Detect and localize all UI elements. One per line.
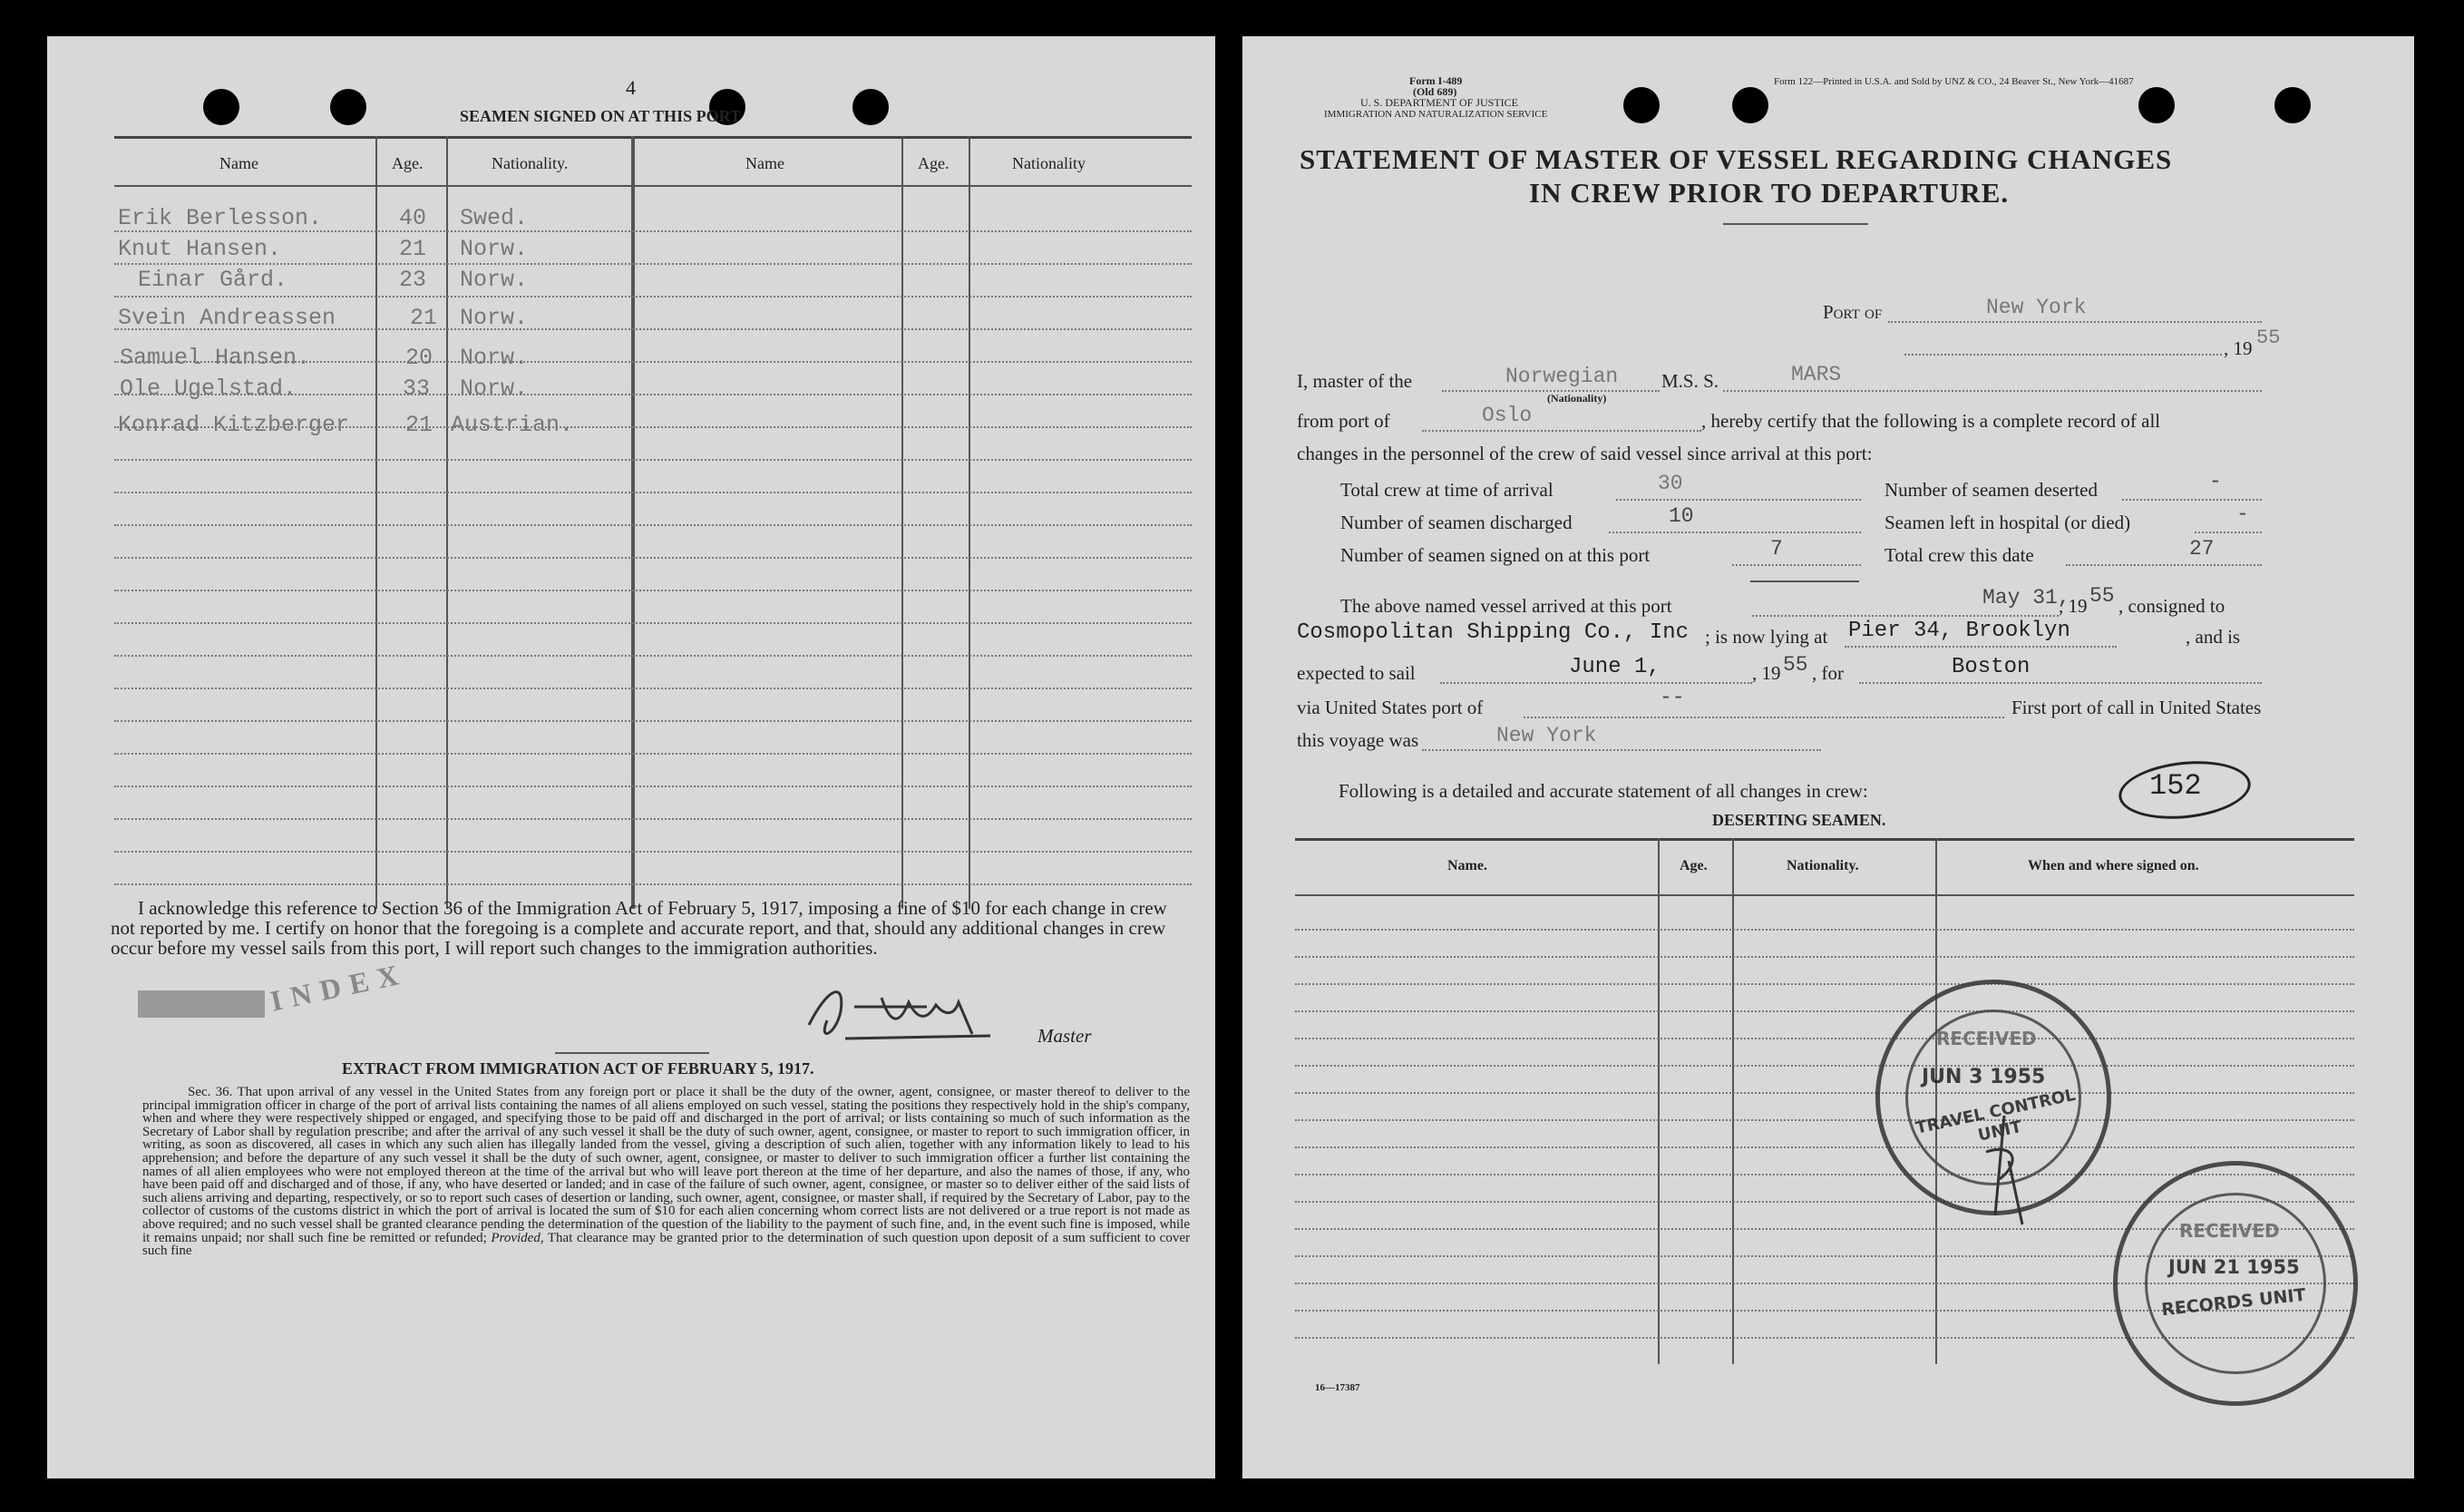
fill-line	[1609, 532, 1861, 533]
this-voyage-label: this voyage was	[1297, 729, 1419, 751]
col-divider	[446, 136, 448, 909]
consigned-to-label: , consigned to	[2118, 595, 2225, 617]
changes-text: changes in the personnel of the crew of said vessel since arrival at this port:	[1297, 443, 1873, 464]
arrived-year: 55	[2089, 584, 2115, 608]
extract-divider	[555, 1052, 709, 1054]
extract-title: EXTRACT FROM IMMIGRATION ACT OF FEBRUARY 5, 1917.	[342, 1059, 814, 1078]
from-port-label: from port of	[1297, 410, 1390, 432]
fill-line	[1422, 430, 1701, 432]
fill-line	[1888, 321, 2262, 323]
crew-nationality: Swed.	[460, 205, 529, 231]
ruled-line	[114, 459, 1192, 461]
vessel-name: MARS	[1791, 363, 1842, 386]
expected-label: expected to sail	[1297, 662, 1416, 684]
crew-nationality: Norw.	[460, 305, 529, 331]
deserting-header-when-where: When and where signed on.	[2028, 858, 2199, 873]
header-name: Name	[219, 154, 258, 172]
fill-line	[1440, 682, 1752, 684]
ruled-line	[114, 590, 1192, 591]
punch-hole	[2138, 87, 2175, 123]
crew-age: 21	[405, 412, 433, 438]
ruled-line	[114, 818, 1192, 820]
crew-age: 33	[403, 376, 431, 402]
signed-on-value: 7	[1770, 537, 1783, 561]
ruled-line	[114, 883, 1192, 885]
hospital-label: Seamen left in hospital (or died)	[1885, 512, 2131, 533]
table-top-rule	[114, 136, 1192, 139]
year-value: 55	[2256, 327, 2281, 349]
fill-line	[1732, 564, 1861, 566]
ruled-line	[1295, 1065, 2354, 1067]
fill-line	[1616, 499, 1861, 501]
table-title: SEAMEN SIGNED ON AT THIS PORT	[460, 107, 741, 125]
ruled-line	[114, 785, 1192, 787]
header-age: Age.	[392, 154, 424, 172]
deserting-table-top	[1295, 838, 2354, 841]
arrived-label: The above named vessel arrived at this port	[1340, 595, 1672, 617]
crew-name: Ole Ugelstad.	[120, 376, 297, 402]
sail-year: 55	[1783, 653, 1808, 677]
printer-line: Form 122—Printed in U.S.A. and Sold by UNZ & CO., 24 Beaver St., New York—41687	[1774, 76, 2134, 87]
index-stamp: INDEX	[267, 956, 411, 1018]
deserting-title: DESERTING SEAMEN.	[1712, 811, 1886, 829]
crew-age: 21	[410, 305, 438, 331]
nationality-caption: (Nationality)	[1547, 392, 1607, 405]
crew-age: 20	[405, 345, 433, 371]
stamp2-received: RECEIVED	[2179, 1220, 2280, 1242]
ruled-line	[114, 524, 1192, 526]
form-title-line1: STATEMENT OF MASTER OF VESSEL REGARDING CHANGES	[1300, 143, 2173, 175]
crew-age: 23	[399, 267, 427, 293]
form-number: Form I-489	[1409, 74, 1463, 87]
sail-year-prefix: , 19	[1752, 662, 1781, 684]
col-divider	[1732, 838, 1734, 1364]
extract-provided: Provided,	[491, 1230, 544, 1245]
stamp2-date: JUN 21 1955	[2168, 1256, 2300, 1278]
ruled-line	[1295, 1038, 2354, 1039]
ruled-line	[114, 851, 1192, 853]
ruled-line	[1295, 929, 2354, 931]
punch-hole	[2274, 87, 2311, 123]
signed-on-label: Number of seamen signed on at this port	[1340, 544, 1651, 566]
total-arrival-label: Total crew at time of arrival	[1340, 479, 1553, 501]
following-label: Following is a detailed and accurate statement of all changes in crew:	[1339, 780, 1868, 802]
handwritten-initial-icon	[1968, 1107, 2040, 1234]
first-port-value: New York	[1496, 724, 1597, 747]
extract-tail: That clearance may be granted prior to the determination of such question upon deposit of a sum sufficient to cover such fine	[142, 1230, 1190, 1259]
punch-hole	[852, 89, 889, 125]
total-date-value: 27	[2189, 537, 2215, 561]
crew-name: Samuel Hansen.	[120, 345, 311, 371]
via-label: via United States port of	[1297, 697, 1484, 718]
crew-name: Erik Berlesson.	[118, 205, 323, 231]
fill-line	[1904, 354, 2222, 356]
year-prefix: , 19	[2224, 337, 2253, 359]
certify-text: , hereby certify that the following is a complete record of all	[1701, 410, 2161, 432]
left-page	[47, 36, 1215, 1478]
extract-lead: Sec. 36.	[188, 1085, 233, 1099]
form-old: (Old 689)	[1413, 85, 1457, 98]
ruled-line	[114, 720, 1192, 722]
lying-at-label: ; is now lying at	[1705, 626, 1828, 648]
hospital-value: -	[2236, 502, 2249, 526]
ruled-line	[1295, 1146, 2354, 1148]
and-is-label: , and is	[2186, 626, 2241, 648]
for-label: , for	[1812, 662, 1844, 684]
fill-line	[1524, 717, 2004, 718]
circled-number: 152	[2149, 769, 2202, 803]
crew-age: 40	[399, 205, 427, 231]
title-divider	[1723, 223, 1868, 225]
ruled-line	[1295, 1119, 2354, 1121]
discharged-label: Number of seamen discharged	[1340, 512, 1573, 533]
master-label: Master	[1037, 1025, 1092, 1047]
stamp2-unit: RECORDS UNIT	[2160, 1284, 2307, 1321]
crew-nationality: Norw.	[460, 345, 529, 371]
col-divider	[631, 136, 635, 909]
ruled-line	[1295, 1010, 2354, 1012]
header-name-2: Name	[745, 154, 784, 172]
ruled-line	[114, 492, 1192, 493]
service: IMMIGRATION AND NATURALIZATION SERVICE	[1324, 109, 1548, 120]
stamp1-received: RECEIVED	[1936, 1028, 2037, 1049]
total-date-label: Total crew this date	[1885, 544, 2034, 566]
crew-age: 21	[399, 236, 427, 262]
col-divider	[901, 136, 903, 909]
crew-nationality: Norw.	[460, 267, 529, 293]
received-stamp-records	[2113, 1161, 2358, 1406]
fill-line	[1859, 682, 2262, 684]
from-port-value: Oslo	[1482, 404, 1533, 427]
punch-hole	[203, 89, 239, 125]
first-port-label: First port of call in United States	[2011, 697, 2262, 718]
fill-line	[1752, 615, 2059, 617]
consignee-value: Cosmopolitan Shipping Co., Inc	[1297, 620, 1690, 645]
punch-hole	[1623, 87, 1660, 123]
right-page	[1242, 36, 2414, 1478]
footer-code: 16—17387	[1315, 1382, 1360, 1393]
ship-type: M.S. S.	[1661, 370, 1719, 392]
stamp1-date: JUN 3 1955	[1922, 1066, 2046, 1088]
sail-date: June 1,	[1569, 655, 1661, 679]
deserting-header-name: Name.	[1447, 858, 1487, 873]
count-divider	[1750, 580, 1859, 582]
deserting-table-header-rule	[1295, 894, 2354, 896]
index-stamp-bar	[138, 990, 265, 1018]
punch-hole	[330, 89, 366, 125]
col-divider	[969, 136, 970, 909]
port-of-value: New York	[1986, 296, 2087, 319]
extract-paragraph	[142, 1086, 1190, 1258]
ruled-line	[114, 263, 1192, 265]
discharged-value: 10	[1669, 504, 1694, 528]
arrived-date: May 31,	[1982, 586, 2070, 610]
ruled-line	[114, 655, 1192, 657]
deserted-value: -	[2209, 470, 2222, 493]
crew-nationality: Norw.	[460, 236, 529, 262]
fill-line	[1723, 390, 2262, 392]
fill-line	[1422, 749, 1821, 751]
arrived-year-prefix: , 19	[2059, 595, 2088, 617]
ruled-line	[114, 688, 1192, 689]
ruled-line	[114, 753, 1192, 755]
lying-at-value: Pier 34, Brooklyn	[1848, 619, 2070, 643]
destination-value: Boston	[1952, 655, 2031, 679]
ruled-line	[1295, 983, 2354, 985]
crew-name: Knut Hansen.	[118, 236, 282, 262]
ruled-line	[1295, 956, 2354, 958]
department: U. S. DEPARTMENT OF JUSTICE	[1360, 96, 1518, 109]
ruled-line	[114, 622, 1192, 624]
deserting-header-age: Age.	[1680, 858, 1708, 873]
nationality-value: Norwegian	[1505, 365, 1619, 388]
crew-name: Svein Andreassen	[118, 305, 336, 331]
deserting-header-nationality: Nationality.	[1787, 858, 1859, 873]
crew-nationality: Norw.	[460, 376, 529, 402]
crew-name: Einar Gård.	[138, 267, 288, 293]
via-port-value: --	[1660, 686, 1685, 709]
ruled-line	[1295, 1092, 2354, 1094]
header-age-2: Age.	[918, 154, 950, 172]
header-nationality-2: Nationality	[1012, 154, 1086, 172]
page-number: 4	[626, 76, 636, 99]
header-nationality: Nationality.	[492, 154, 569, 172]
port-of-label: Port of	[1823, 301, 1883, 323]
crew-name: Konrad Kitzberger	[118, 412, 350, 438]
fill-line	[2195, 532, 2262, 533]
col-divider	[1658, 838, 1660, 1364]
fill-line	[1845, 646, 2117, 648]
crew-nationality: Austrian.	[451, 412, 574, 438]
master-of-label: I, master of the	[1297, 370, 1413, 392]
total-arrival-value: 30	[1658, 472, 1683, 495]
deserted-label: Number of seamen deserted	[1885, 479, 2098, 501]
form-title-line2: IN CREW PRIOR TO DEPARTURE.	[1529, 177, 2010, 209]
master-signature-icon	[791, 971, 1027, 1052]
punch-hole	[1732, 87, 1768, 123]
table-header-rule	[114, 185, 1192, 187]
stamp1-unit: TRAVEL CONTROL UNIT	[1914, 1085, 2078, 1146]
col-divider	[375, 136, 377, 909]
fill-line	[2122, 499, 2262, 501]
ruled-line	[114, 557, 1192, 559]
extract-body: That upon arrival of any vessel in the United States from any foreign port or place it shall be the duty of the owner, agent, consignee, or master thereof to deliver to the principal immigration officer in charge of the port of arrival lists containing the names of all aliens employed on such vessel, stating the positions they respectively hold in the ship's company, when and where they were respectively shipped or engaged, and specifying those to be paid off and discharged in the port of arrival; or lists containing so much of such information as the Secretary of Labor shall by regulation prescribe; and after the arrival of any such vessel it shall be the duty of such owner, agent, consignee, or master to report to such immigration officer, in writing, as soon as discovered, all cases in which any such alien has illegally landed from the vessel, giving a description of such alien, together with any information likely to lead to his apprehension; and before the departure of any such vessel it shall be the duty of such owner, agent, consignee, or master to deliver to such immigration officer a further list containing the names of all alien employees who were not employed thereon at the time of the arrival but who will leave port thereon at the time of her departure, and also the names of those, if any, who have been paid off and discharged and of those, if any, who have deserted or landed; and in case of the failure of such owner, agent, consignee, or master so to deliver either of the said lists of such aliens arriving and departing, respectively, or so to report such cases of desertion or landing, such owner, agent, consignee, or master shall, if required by the Secretary of Labor, pay to the collector of customs of the customs district in which the port of arrival is located the sum of $10 for each alien concerning whom correct lists are not delivered or a true report is not made as above required; and no such vessel shall be granted clearance pending the determination of the question of the liability to the payment of such fine, and, in the event such fine is imposed, while it remains unpaid; nor shall such fine be remitted or refunded;	[142, 1085, 1190, 1245]
acknowledgement-text: I acknowledge this reference to Section 36 of the Immigration Act of February 5, 1917, imposing a fine of $10 for each change in crew not reported by me. I certify on honor that the foregoing is a complete and accurate report, and that, should any additional changes in crew occur before my vessel sails from this port, I will report such changes to the immigration authorities.	[111, 897, 1167, 959]
fill-line	[2066, 564, 2262, 566]
ruled-line	[114, 296, 1192, 298]
